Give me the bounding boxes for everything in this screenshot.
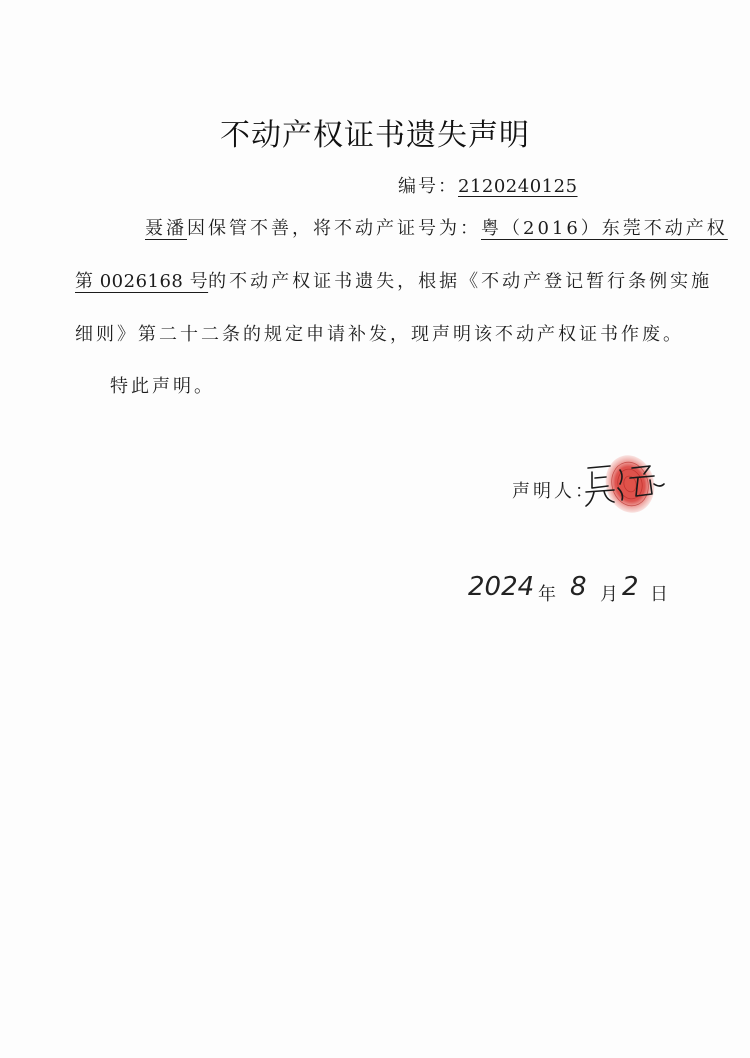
date-month: 8 <box>570 572 587 602</box>
body-line-2 <box>75 267 712 293</box>
closing-text: 特此声明。 <box>110 376 215 397</box>
body-text-a: 因保管不善，将不动产证号为： <box>187 218 481 239</box>
document-number <box>398 172 578 198</box>
date-day: 2 <box>622 572 639 602</box>
signature-with-fingerprint <box>580 448 670 523</box>
certificate-number-part1: 粤（2016）东莞不动产权 <box>481 218 728 239</box>
handwritten-signature <box>580 448 670 523</box>
date-year: 2024 <box>468 572 535 602</box>
owner-name: 聂潘 <box>145 218 187 239</box>
signing-date <box>462 572 682 612</box>
number-value: 2120240125 <box>458 176 578 197</box>
closing-line <box>110 372 215 398</box>
date-month-unit: 月 <box>600 584 618 605</box>
date-day-unit: 日 <box>650 584 668 605</box>
body-line-3 <box>75 320 684 346</box>
number-label: 编号： <box>398 176 458 197</box>
date-year-unit: 年 <box>538 584 556 605</box>
declarant-label: 声明人： <box>512 481 596 502</box>
body-line-1 <box>145 214 728 240</box>
certificate-number-part2: 第 0026168 号 <box>75 271 209 292</box>
document-title: 不动产权证书遗失声明 <box>220 118 530 153</box>
body-text-b: 的不动产权证书遗失，根据《不动产登记暂行条例实施 <box>208 271 713 292</box>
body-text-c: 细则》第二十二条的规定申请补发，现声明该不动产权证书作废。 <box>75 324 684 345</box>
